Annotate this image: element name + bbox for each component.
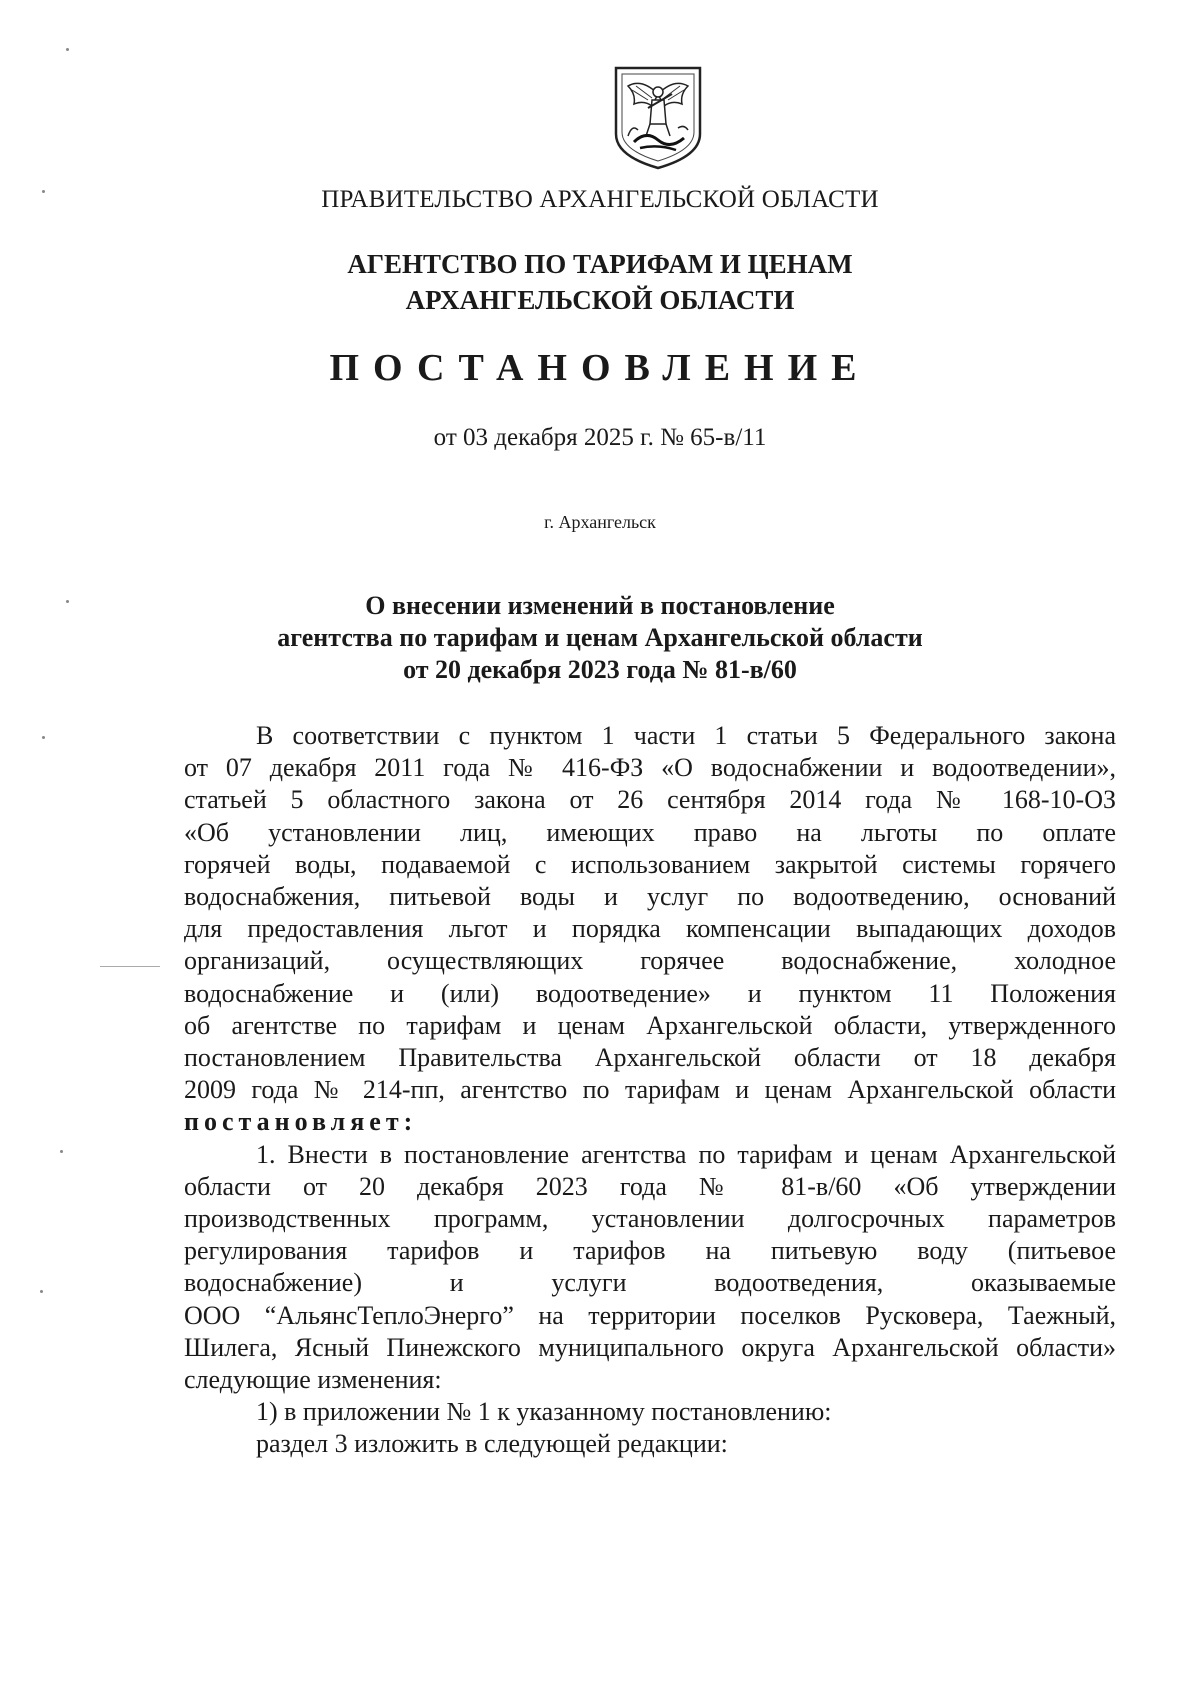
paragraph-item-1 [184,1139,1116,1397]
preamble-line: В соответствии с пунктом 1 части 1 статьи 5 Федерального закона [256,721,1116,750]
item-line: водоснабжение) и услуги водоотведения, оказываемые [184,1268,1116,1298]
preamble-line: 2009 года № 214-пп, агентство по тарифам и ценам Архангельской области [184,1075,1116,1105]
preamble-line: постановлением Правительства Архангельской области от 18 декабря [184,1043,1116,1073]
preamble-line: организаций, осуществляющих горячее водоснабжение, холодное [184,946,1116,976]
government-title: ПРАВИТЕЛЬСТВО АРХАНГЕЛЬСКОЙ ОБЛАСТИ [321,186,879,213]
document-city: г. Архангельск [544,512,656,532]
item-line: Шилега, Ясный Пинежского муниципального округа Архангельской области» [184,1332,1116,1362]
preamble-line: об агентстве по тарифам и ценам Архангельской области, утвержденного [184,1010,1116,1040]
subitem-1: 1) в приложении № 1 к указанному постановлению: [256,1397,832,1427]
item-line: 1. Внести в постановление агентства по тарифам и ценам Архангельской [256,1139,1116,1169]
agency-title [0,246,1200,318]
preamble-line: «Об установлении лиц, имеющих право на льготы по оплате [184,817,1116,847]
scan-mark [60,1150,63,1153]
agency-title-line-1: АГЕНТСТВО ПО ТАРИФАМ И ЦЕНАМ [347,249,853,279]
preamble-line: от 07 декабря 2011 года № 416-ФЗ «О водоснабжении и водоотведении», [184,753,1116,783]
paragraph-preamble [184,720,1116,1139]
subitem-1-instruction: раздел 3 изложить в следующей редакции: [256,1429,728,1459]
agency-title-line-2: АРХАНГЕЛЬСКОЙ ОБЛАСТИ [405,285,795,315]
scan-mark [66,48,69,51]
scan-mark [42,736,45,739]
item-line: следующие изменения: [184,1365,442,1395]
document-date-number: от 03 декабря 2025 г. № 65-в/11 [433,424,767,451]
subject-line-3: от 20 декабря 2023 года № 81-в/60 [403,655,797,684]
item-line: регулирования тарифов и тарифов на питьевую воду (питьевое [184,1236,1116,1266]
subject-line-1: О внесении изменений в постановление [365,591,835,620]
preamble-line: для предоставления льгот и порядка компенсации выпадающих доходов [184,914,1116,944]
item-line: производственных программ, установлении долгосрочных параметров [184,1204,1116,1234]
subject-line-2: агентства по тарифам и ценам Архангельской области [277,623,923,652]
scan-mark [42,190,45,193]
document-subject [0,590,1200,686]
item-line: ООО “АльянсТеплоЭнерго” на территории поселков Русковера, Таежный, [184,1300,1116,1330]
scan-mark [100,966,160,967]
preamble-line: статьей 5 областного закона от 26 сентября 2014 года № 168-10-ОЗ [184,785,1116,815]
preamble-line: горячей воды, подаваемой с использованием закрытой системы горячего [184,849,1116,879]
resolves-word: постановляет: [184,1107,418,1137]
scan-mark [40,1290,43,1293]
preamble-line: водоснабжение и (или) водоотведение» и пунктом 11 Положения [184,978,1116,1008]
coat-of-arms-icon [612,64,704,172]
document-type-heading: ПОСТАНОВЛЕНИЕ [329,347,871,389]
preamble-line: водоснабжения, питьевой воды и услуг по водоотведению, оснований [184,882,1116,912]
scan-mark [66,600,69,603]
document-body [184,720,1116,1461]
item-line: области от 20 декабря 2023 года № 81-в/60 «Об утверждении [184,1171,1116,1201]
